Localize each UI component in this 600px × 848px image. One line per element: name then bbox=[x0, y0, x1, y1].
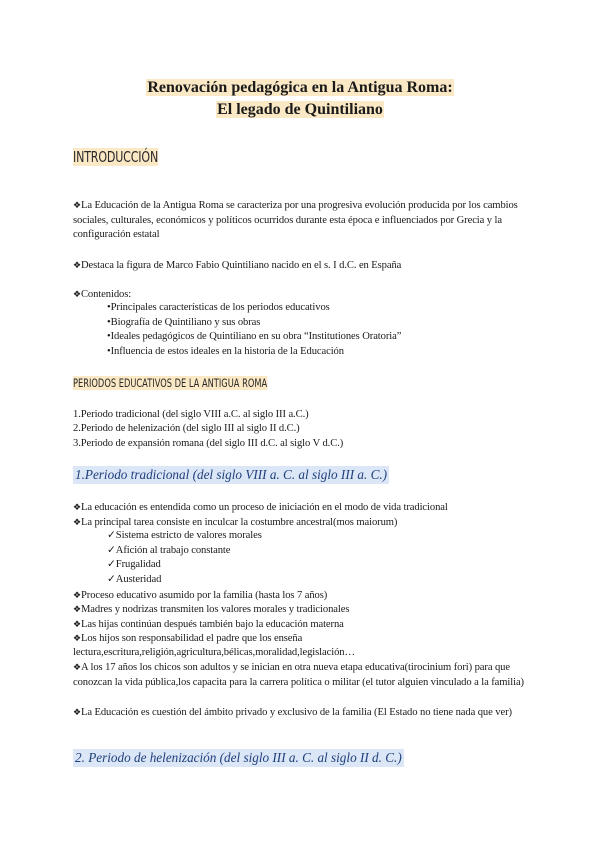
intro-paragraph-2: ❖Destaca la figura de Marco Fabio Quintiliano nacido en el s. I d.C. en España bbox=[73, 260, 402, 271]
check-icon: ✓ bbox=[107, 574, 116, 585]
diamond-bullet-icon: ❖ bbox=[73, 289, 81, 299]
intro-heading: INTRODUCCIÓN bbox=[73, 148, 159, 166]
section1-bullet: ❖Proceso educativo asumido por la familia (hasta los 7 años) bbox=[73, 590, 328, 601]
periods-heading: PERIODOS EDUCATIVOS DE LA ANTIGUA ROMA bbox=[73, 376, 268, 390]
document-title-line2: El legado de Quintiliano bbox=[217, 101, 383, 118]
bullet-icon: • bbox=[107, 317, 111, 328]
diamond-bullet-icon: ❖ bbox=[73, 502, 81, 512]
bullet-icon: • bbox=[107, 331, 111, 342]
section1-bullet: ❖Madres y nodrizas transmiten los valores morales y tradicionales bbox=[73, 604, 350, 615]
period-list-item: 1.Periodo tradicional (del siglo VIII a.C. al siglo III a.C.) bbox=[73, 409, 309, 420]
diamond-bullet-icon: ❖ bbox=[73, 260, 81, 270]
diamond-bullet-icon: ❖ bbox=[73, 200, 81, 210]
section1-bullet: ❖La Educación es cuestión del ámbito privado y exclusivo de la familia (El Estado no tiene nada que ver) bbox=[73, 707, 512, 718]
section1-bullet-continuation: lectura,escritura,religión,agricultura,bélicas,moralidad,legislación… bbox=[73, 647, 355, 658]
contents-item: •Biografía de Quintiliano y sus obras bbox=[107, 317, 261, 328]
diamond-bullet-icon: ❖ bbox=[73, 707, 81, 717]
check-item: ✓Austeridad bbox=[107, 574, 162, 585]
section1-heading: 1.Periodo tradicional (del siglo VIII a. C. al siglo III a. C.) bbox=[75, 467, 388, 482]
check-item: ✓Frugalidad bbox=[107, 559, 161, 570]
section1-bullet: ❖La principal tarea consiste en inculcar la costumbre ancestral(mos maiorum) bbox=[73, 517, 398, 528]
contents-item: •Ideales pedagógicos de Quintiliano en su obra “Institutiones Oratoria” bbox=[107, 331, 402, 342]
section1-bullet: ❖A los 17 años los chicos son adultos y se inician en otra nueva etapa educativa(tirocinium fori) para que conozcan la vida pública,los capacita para la carrera política o militar (el tutor alguien vinculado a la familia) bbox=[73, 662, 524, 688]
section1-bullet: ❖La educación es entendida como un proceso de iniciación en el modo de vida tradicional bbox=[73, 502, 448, 513]
period-list-item: 3.Periodo de expansión romana (del siglo III d.C. al siglo V d.C.) bbox=[73, 438, 344, 449]
bullet-icon: • bbox=[107, 302, 111, 313]
contents-item: •Principales características de los periodos educativos bbox=[107, 302, 330, 313]
bullet-icon: • bbox=[107, 346, 111, 357]
diamond-bullet-icon: ❖ bbox=[73, 619, 81, 629]
check-item: ✓Sistema estricto de valores morales bbox=[107, 530, 262, 541]
diamond-bullet-icon: ❖ bbox=[73, 590, 81, 600]
diamond-bullet-icon: ❖ bbox=[73, 517, 81, 527]
intro-paragraph-1: ❖La Educación de la Antigua Roma se caracteriza por una progresiva evolución producida por los cambios sociales, culturales, económicos y políticos ocurridos durante esta época e influenciados por Grecia y la configuración estatal bbox=[73, 200, 518, 241]
contents-item: •Influencia de estos ideales en la historia de la Educación bbox=[107, 346, 344, 357]
document-title-line1: Renovación pedagógica en la Antigua Roma: bbox=[147, 79, 453, 96]
check-icon: ✓ bbox=[107, 530, 116, 541]
diamond-bullet-icon: ❖ bbox=[73, 604, 81, 614]
check-icon: ✓ bbox=[107, 545, 116, 556]
contents-label: ❖Contenidos: bbox=[73, 289, 132, 300]
diamond-bullet-icon: ❖ bbox=[73, 633, 81, 643]
section1-bullet: ❖Las hijas continúan después también bajo la educación materna bbox=[73, 619, 344, 630]
section1-bullet: ❖Los hijos son responsabilidad el padre que los enseña bbox=[73, 633, 303, 644]
section2-heading: 2. Periodo de helenización (del siglo III a. C. al siglo II d. C.) bbox=[75, 750, 402, 765]
check-icon: ✓ bbox=[107, 559, 116, 570]
check-item: ✓Afición al trabajo constante bbox=[107, 545, 231, 556]
diamond-bullet-icon: ❖ bbox=[73, 662, 81, 672]
period-list-item: 2.Periodo de helenización (del siglo III al siglo II d.C.) bbox=[73, 423, 300, 434]
